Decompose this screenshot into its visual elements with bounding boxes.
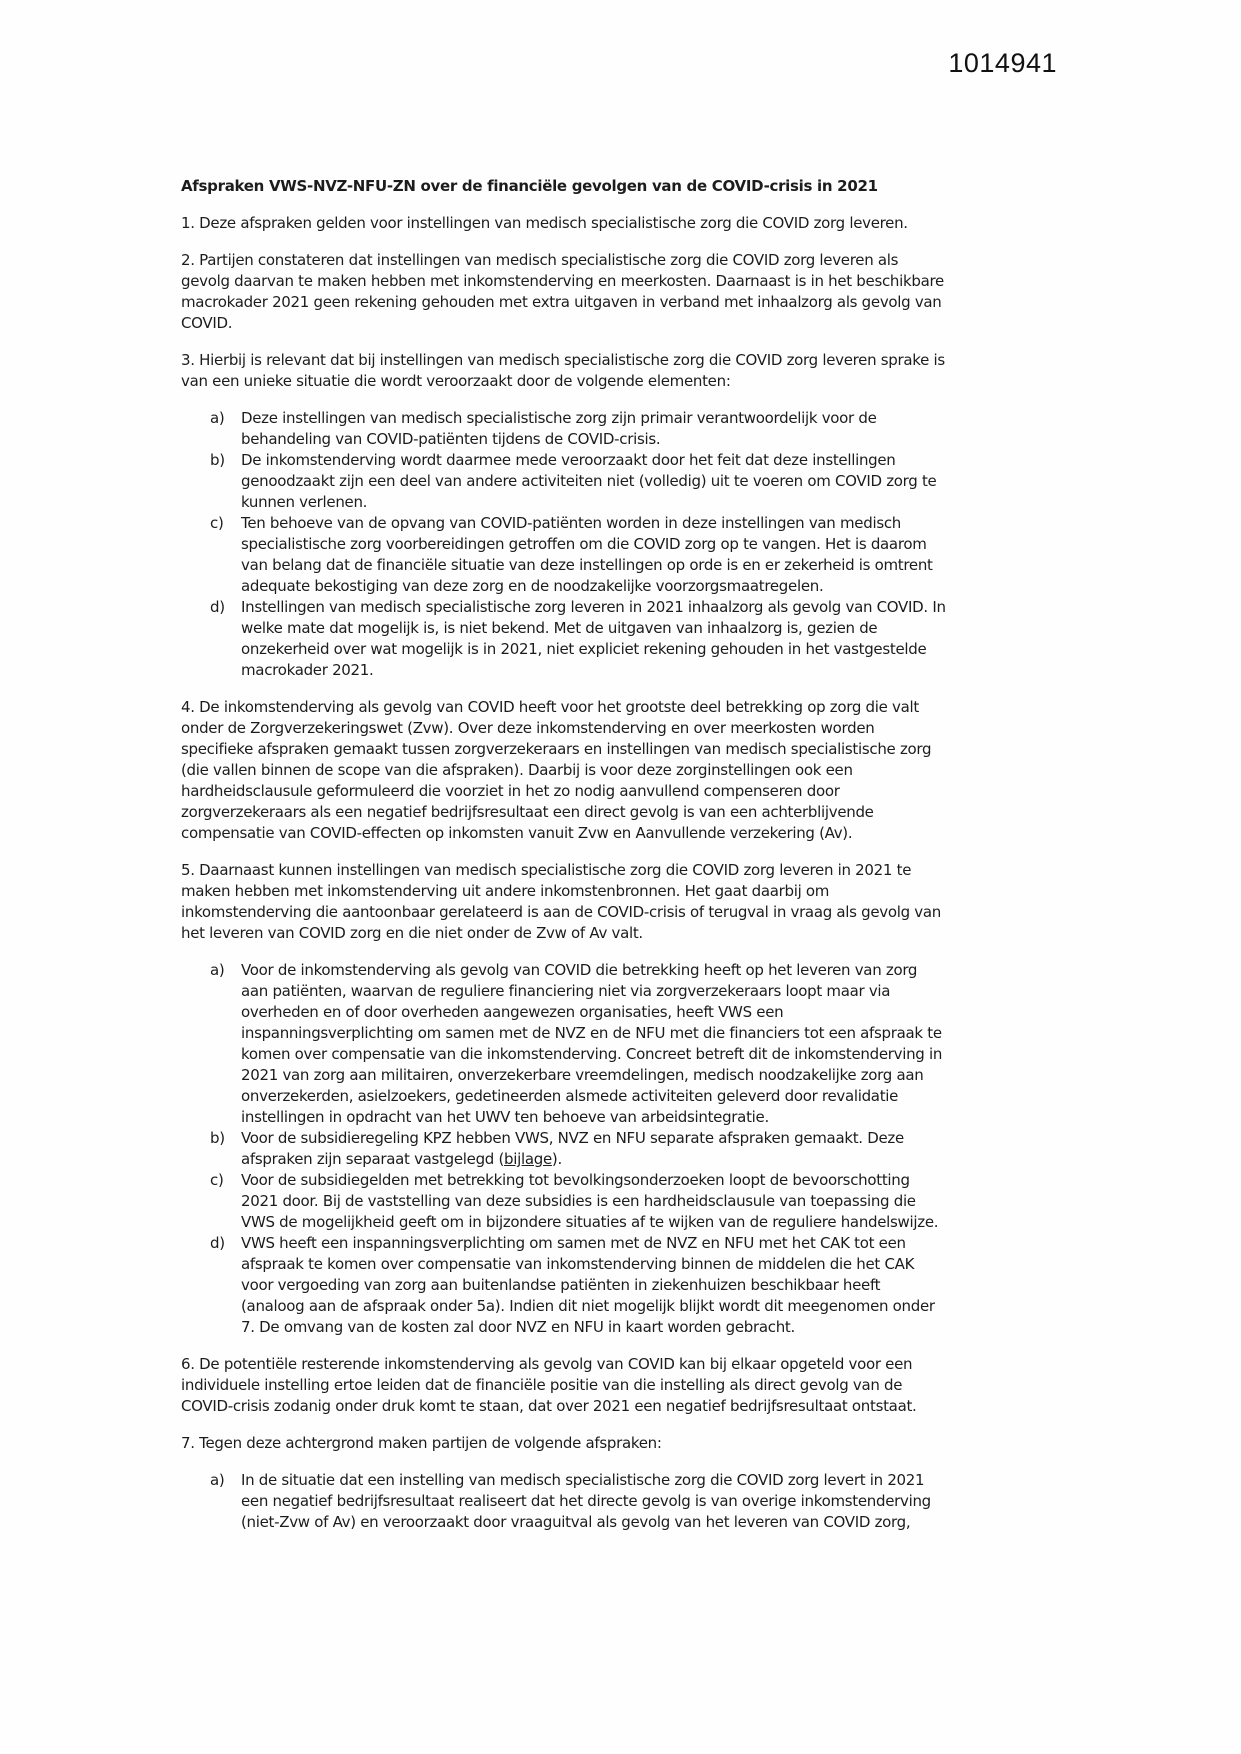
paragraph-2: 2. Partijen constateren dat instellingen van medisch specialistische zorg die COVID zorg leveren als gevolg daarvan te maken hebben met inkomstenderving en meerkosten. Daarnaast is in het beschikbare macrokader 2021 geen rekening gehouden met extra uitgaven in verband met inhaalzorg als gevolg van COVID. — [181, 251, 944, 332]
list-item-text — [241, 1128, 946, 1170]
list-item-marker: b) — [210, 1129, 225, 1147]
list-item-marker: a) — [210, 1471, 225, 1489]
list-item-3c — [210, 513, 946, 597]
doc-number: 1014941 — [948, 48, 1057, 78]
list-item-7a — [210, 1470, 946, 1533]
list-item-5b — [210, 1128, 946, 1170]
list-item-3d — [210, 597, 946, 681]
list-item-text: Voor de inkomstenderving als gevolg van COVID die betrekking heeft op het leveren van zorg aan patiënten, waarvan de reguliere financiering niet via zorgverzekeraars loopt maar via overheden en of door overheden aangewezen organisaties, heeft VWS een inspanningsverplichting om samen met de NVZ en de NFU met die financiers tot een afspraak te komen over compensatie van die inkomstenderving. Concreet betreft dit de inkomstenderving in 2021 van zorg aan militairen, onverzekerbare vreemdelingen, medisch noodzakelijke zorg aan onverzekerden, asielzoekers, gedetineerden alsmede activiteiten geleverd door revalidatie instellingen in opdracht van het UWV ten behoeve van arbeidsintegratie. — [241, 961, 943, 1126]
list-item-5c — [210, 1170, 946, 1233]
paragraph-6: 6. De potentiële resterende inkomstenderving als gevolg van COVID kan bij elkaar opgeteld voor een individuele instelling ertoe leiden dat de financiële positie van die instelling als direct gevolg van de COVID-crisis zodanig onder druk komt te staan, dat over 2021 een negatief bedrijfsresultaat ontstaat. — [181, 1355, 917, 1415]
bijlage-link[interactable]: bijlage — [504, 1150, 552, 1168]
list-item-text-after: ). — [551, 1150, 562, 1168]
list-item-marker: d) — [210, 1234, 225, 1252]
document-content — [181, 176, 946, 1549]
list-item-3b — [210, 450, 946, 513]
paragraph-5: 5. Daarnaast kunnen instellingen van medisch specialistische zorg die COVID zorg leveren in 2021 te maken hebben met inkomstenderving uit andere inkomstenbronnen. Het gaat daarbij om inkomstenderving die aantoonbaar gerelateerd is aan de COVID-crisis of terugval in vraag als gevolg van het leveren van COVID zorg en die niet onder de Zvw of Av valt. — [181, 861, 941, 942]
list-item-marker: b) — [210, 451, 225, 469]
paragraph-7: 7. Tegen deze achtergrond maken partijen de volgende afspraken: — [181, 1434, 662, 1452]
list-item-marker: c) — [210, 514, 224, 532]
list-item-marker: a) — [210, 961, 225, 979]
list-item-text: Ten behoeve van de opvang van COVID-patiënten worden in deze instellingen van medisch specialistische zorg voorbereidingen getroffen om die COVID zorg op te vangen. Het is daarom van belang dat de financiële situatie van deze instellingen op orde is en er zekerheid is omtrent adequate bekostiging van deze zorg en de noodzakelijke voorzorgsmaatregelen. — [241, 514, 933, 595]
list-item-text: Instellingen van medisch specialistische zorg leveren in 2021 inhaalzorg als gevolg van COVID. In welke mate dat mogelijk is, is niet bekend. Met de uitgaven van inhaalzorg is, gezien de onzekerheid over wat mogelijk is in 2021, niet expliciet rekening gehouden in het vastgestelde macrokader 2021. — [241, 598, 946, 679]
list-item-marker: d) — [210, 598, 225, 616]
list-7 — [181, 1470, 946, 1533]
list-item-text: Voor de subsidiegelden met betrekking tot bevolkingsonderzoeken loopt de bevoorschotting 2021 door. Bij de vaststelling van deze subsidies is een hardheidsclausule van toepassing die VWS de mogelijkheid geeft om in bijzondere situaties af te wijken van de reguliere handelswijze. — [241, 1171, 939, 1231]
list-3 — [181, 408, 946, 681]
list-item-text: Deze instellingen van medisch specialistische zorg zijn primair verantwoordelijk voor de behandeling van COVID-patiënten tijdens de COVID-crisis. — [241, 409, 877, 448]
doc-title: Afspraken VWS-NVZ-NFU-ZN over de financiële gevolgen van de COVID-crisis in 2021 — [181, 177, 878, 195]
list-item-text: VWS heeft een inspanningsverplichting om samen met de NVZ en NFU met het CAK tot een afspraak te komen over compensatie van inkomstenderving binnen de middelen die het CAK voor vergoeding van zorg aan buitenlandse patiënten in ziekenhuizen beschikbaar heeft (analoog aan de afspraak onder 5a). Indien dit niet mogelijk blijkt wordt dit meegenomen onder 7. De omvang van de kosten zal door NVZ en NFU in kaart worden gebracht. — [241, 1234, 935, 1336]
paragraph-4: 4. De inkomstenderving als gevolg van COVID heeft voor het grootste deel betrekking op zorg die valt onder de Zorgverzekeringswet (Zvw). Over deze inkomstenderving en over meerkosten worden specifieke afspraken gemaakt tussen zorgverzekeraars en instellingen van medisch specialistische zorg (die vallen binnen de scope van die afspraken). Daarbij is voor deze zorginstellingen ook een hardheidsclausule geformuleerd die voorziet in het zo nodig aanvullend compenseren door zorgverzekeraars als een negatief bedrijfsresultaat een direct gevolg is van een achterblijvende compensatie van COVID-effecten op inkomsten vanuit Zvw en Aanvullende verzekering (Av). — [181, 698, 932, 842]
paragraph-1: 1. Deze afspraken gelden voor instellingen van medisch specialistische zorg die COVID zorg leveren. — [181, 214, 908, 232]
paragraph-3: 3. Hierbij is relevant dat bij instellingen van medisch specialistische zorg die COVID zorg leveren sprake is van een unieke situatie die wordt veroorzaakt door de volgende elementen: — [181, 351, 945, 390]
list-5 — [181, 960, 946, 1338]
list-item-text: In de situatie dat een instelling van medisch specialistische zorg die COVID zorg levert in 2021 een negatief bedrijfsresultaat realiseert dat het directe gevolg is van overige inkomstenderving (niet-Zvw of Av) en veroorzaakt door vraaguitval als gevolg van het leveren van COVID zorg, — [241, 1471, 931, 1531]
list-item-marker: c) — [210, 1171, 224, 1189]
list-item-5d — [210, 1233, 946, 1338]
list-item-text: De inkomstenderving wordt daarmee mede veroorzaakt door het feit dat deze instellingen genoodzaakt zijn een deel van andere activiteiten niet (volledig) uit te voeren om COVID zorg te kunnen verlenen. — [241, 451, 937, 511]
list-item-3a — [210, 408, 946, 450]
list-item-text-before: Voor de subsidieregeling KPZ hebben VWS, NVZ en NFU separate afspraken gemaakt. Deze afspraken zijn separaat vastgelegd ( — [241, 1129, 904, 1168]
list-item-5a — [210, 960, 946, 1128]
list-item-marker: a) — [210, 409, 225, 427]
